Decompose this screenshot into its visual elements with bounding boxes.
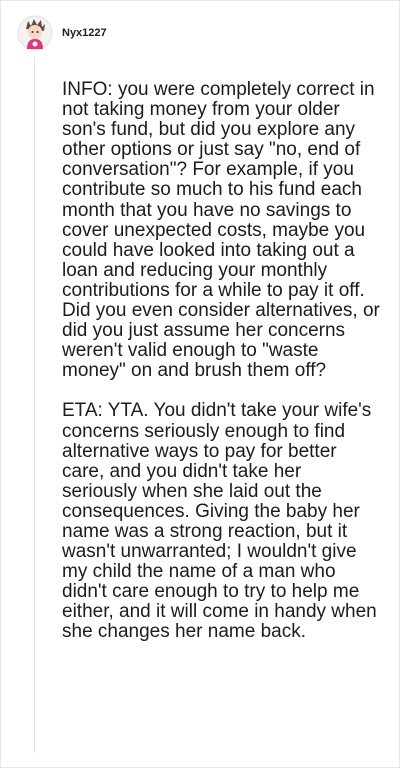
username[interactable]: Nyx1227 bbox=[62, 27, 107, 39]
comment-paragraph-eta: ETA: YTA. You didn't take your wife's concerns seriously enough to find alternative ways to pay for better care, and you didn't take her seriously when she laid out the consequences. Giving the baby her name was a strong reaction, but it wasn't unwarranted; I wouldn't give my child the name of a man who didn't care enough to try to help me either, and it will come in handy when she changes her name back. bbox=[62, 400, 377, 643]
comment-body bbox=[62, 80, 380, 663]
avatar-icon bbox=[17, 15, 53, 51]
thread-line[interactable] bbox=[34, 57, 35, 753]
comment-paragraph-info: INFO: you were completely correct in not taking money from your older son's fund, but did you explore any other options or just say "no, end of conversation"? For example, if you contribute so much to his fund each month that you have no savings to cover unexpected costs, maybe you could have looked into taking out a loan and reducing your monthly contributions for a while to pay it off. Did you even consider alternatives, or did you just assume her concerns weren't valid enough to "waste money" on and brush them off? bbox=[62, 79, 380, 382]
user-avatar[interactable] bbox=[17, 15, 53, 51]
